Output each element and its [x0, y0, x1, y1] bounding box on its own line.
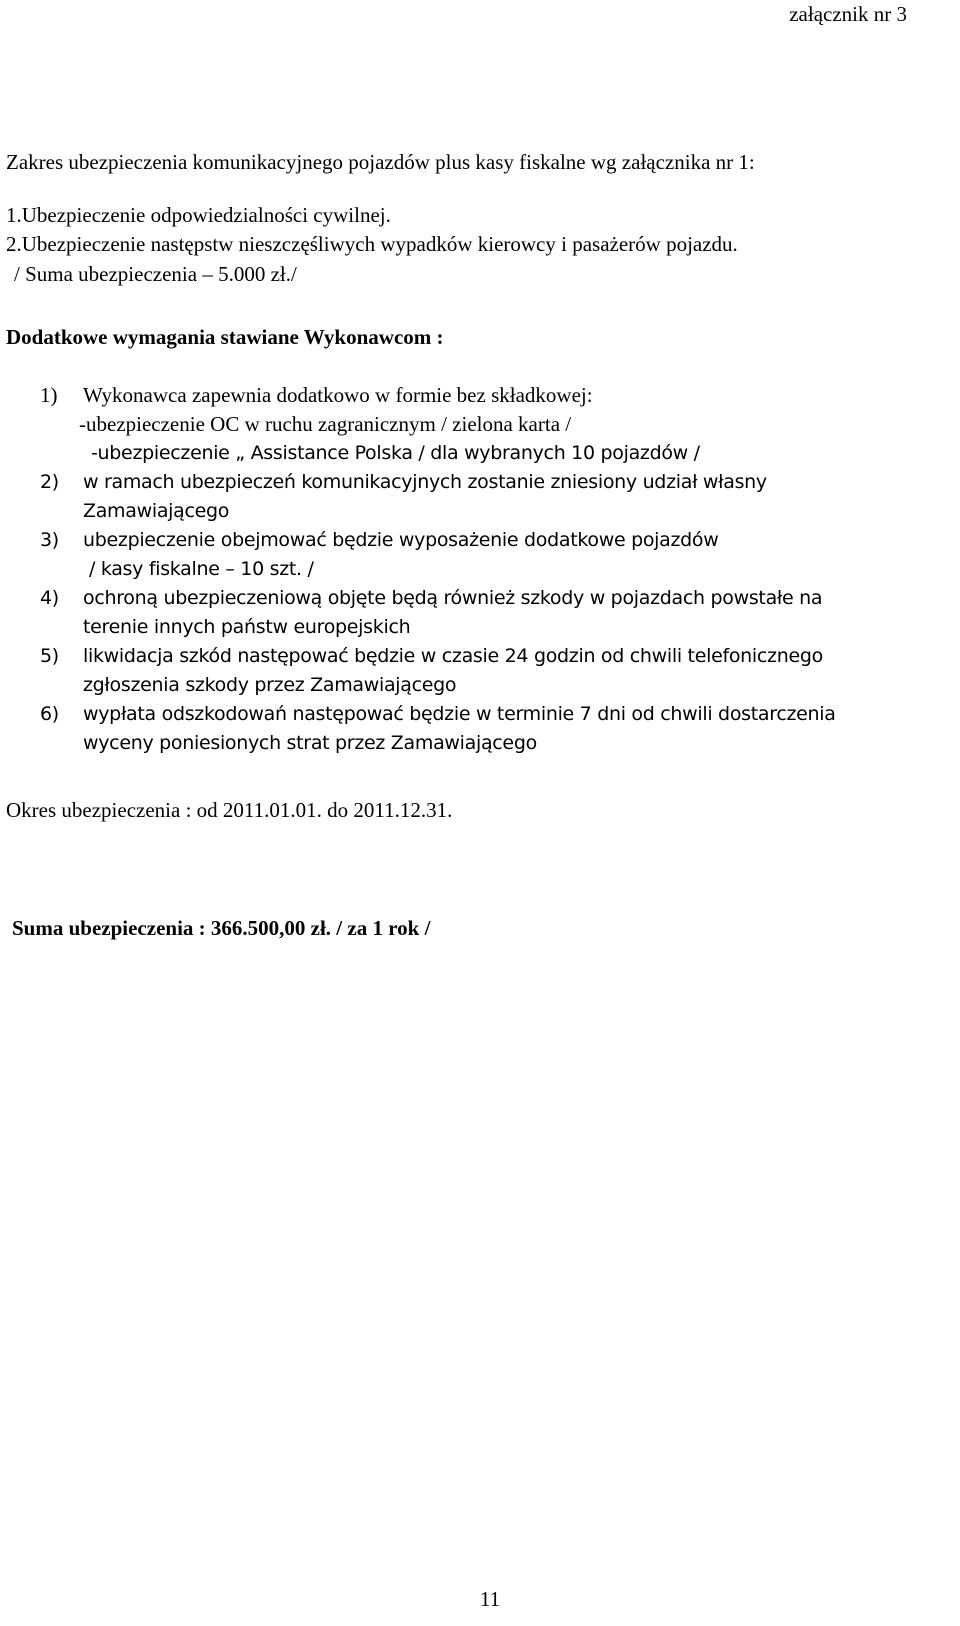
- requirement-item-2: [6, 468, 956, 526]
- coverage-item-2: 2.Ubezpieczenie następstw nieszczęśliwych wypadków kierowcy i pasażerów pojazdu.: [6, 232, 738, 256]
- requirement-item-1: [6, 381, 956, 468]
- requirements-heading: Dodatkowe wymagania stawiane Wykonawcom :: [6, 325, 444, 349]
- requirement-line: wypłata odszkodowań następować będzie w terminie 7 dni od chwili dostarczenia: [83, 703, 836, 725]
- insurance-period: Okres ubezpieczenia : od 2011.01.01. do 2011.12.31.: [6, 798, 453, 822]
- requirement-line: terenie innych państw europejskich: [83, 616, 411, 638]
- requirement-line: Wykonawca zapewnia dodatkowo w formie bez składkowej:: [83, 383, 593, 407]
- requirement-item-4: [6, 584, 956, 642]
- requirement-line: w ramach ubezpieczeń komunikacyjnych zostanie zniesiony udział własny: [83, 471, 767, 493]
- requirement-number: 2): [40, 471, 59, 493]
- requirement-item-5: [6, 642, 956, 700]
- requirement-item-3: [6, 526, 956, 584]
- requirement-number: 4): [40, 587, 59, 609]
- requirement-number: 1): [40, 383, 58, 407]
- requirement-line: zgłoszenia szkody przez Zamawiającego: [83, 674, 457, 696]
- requirement-line: / kasy fiskalne – 10 szt. /: [89, 558, 314, 580]
- scope-intro: Zakres ubezpieczenia komunikacyjnego pojazdów plus kasy fiskalne wg załącznika nr 1:: [6, 150, 755, 174]
- requirement-item-6: [6, 700, 956, 758]
- requirement-line: ochroną ubezpieczeniową objęte będą również szkody w pojazdach powstałe na: [83, 587, 823, 609]
- requirement-number: 3): [40, 529, 59, 551]
- requirement-subline-assistance: -ubezpieczenie „ Assistance Polska / dla wybranych 10 pojazdów /: [91, 442, 700, 464]
- total-sum-insured: Suma ubezpieczenia : 366.500,00 zł. / za 1 rok /: [12, 916, 431, 940]
- coverage-item-2-sum: / Suma ubezpieczenia – 5.000 zł./: [14, 262, 297, 286]
- requirements-list: [6, 381, 956, 758]
- requirement-number: 6): [40, 703, 59, 725]
- requirement-line: ubezpieczenie obejmować będzie wyposażenie dodatkowe pojazdów: [83, 529, 719, 551]
- page-number: 11: [479, 1587, 501, 1611]
- coverage-item-1: 1.Ubezpieczenie odpowiedzialności cywilnej.: [6, 203, 391, 227]
- requirement-number: 5): [40, 645, 59, 667]
- requirement-subline-oc: -ubezpieczenie OC w ruchu zagranicznym / zielona karta /: [79, 412, 572, 436]
- requirement-line: Zamawiającego: [83, 500, 230, 522]
- requirement-line: wyceny poniesionych strat przez Zamawiającego: [83, 732, 537, 754]
- annex-label: załącznik nr 3: [789, 2, 907, 26]
- requirement-line: likwidacja szkód następować będzie w czasie 24 godzin od chwili telefonicznego: [83, 645, 823, 667]
